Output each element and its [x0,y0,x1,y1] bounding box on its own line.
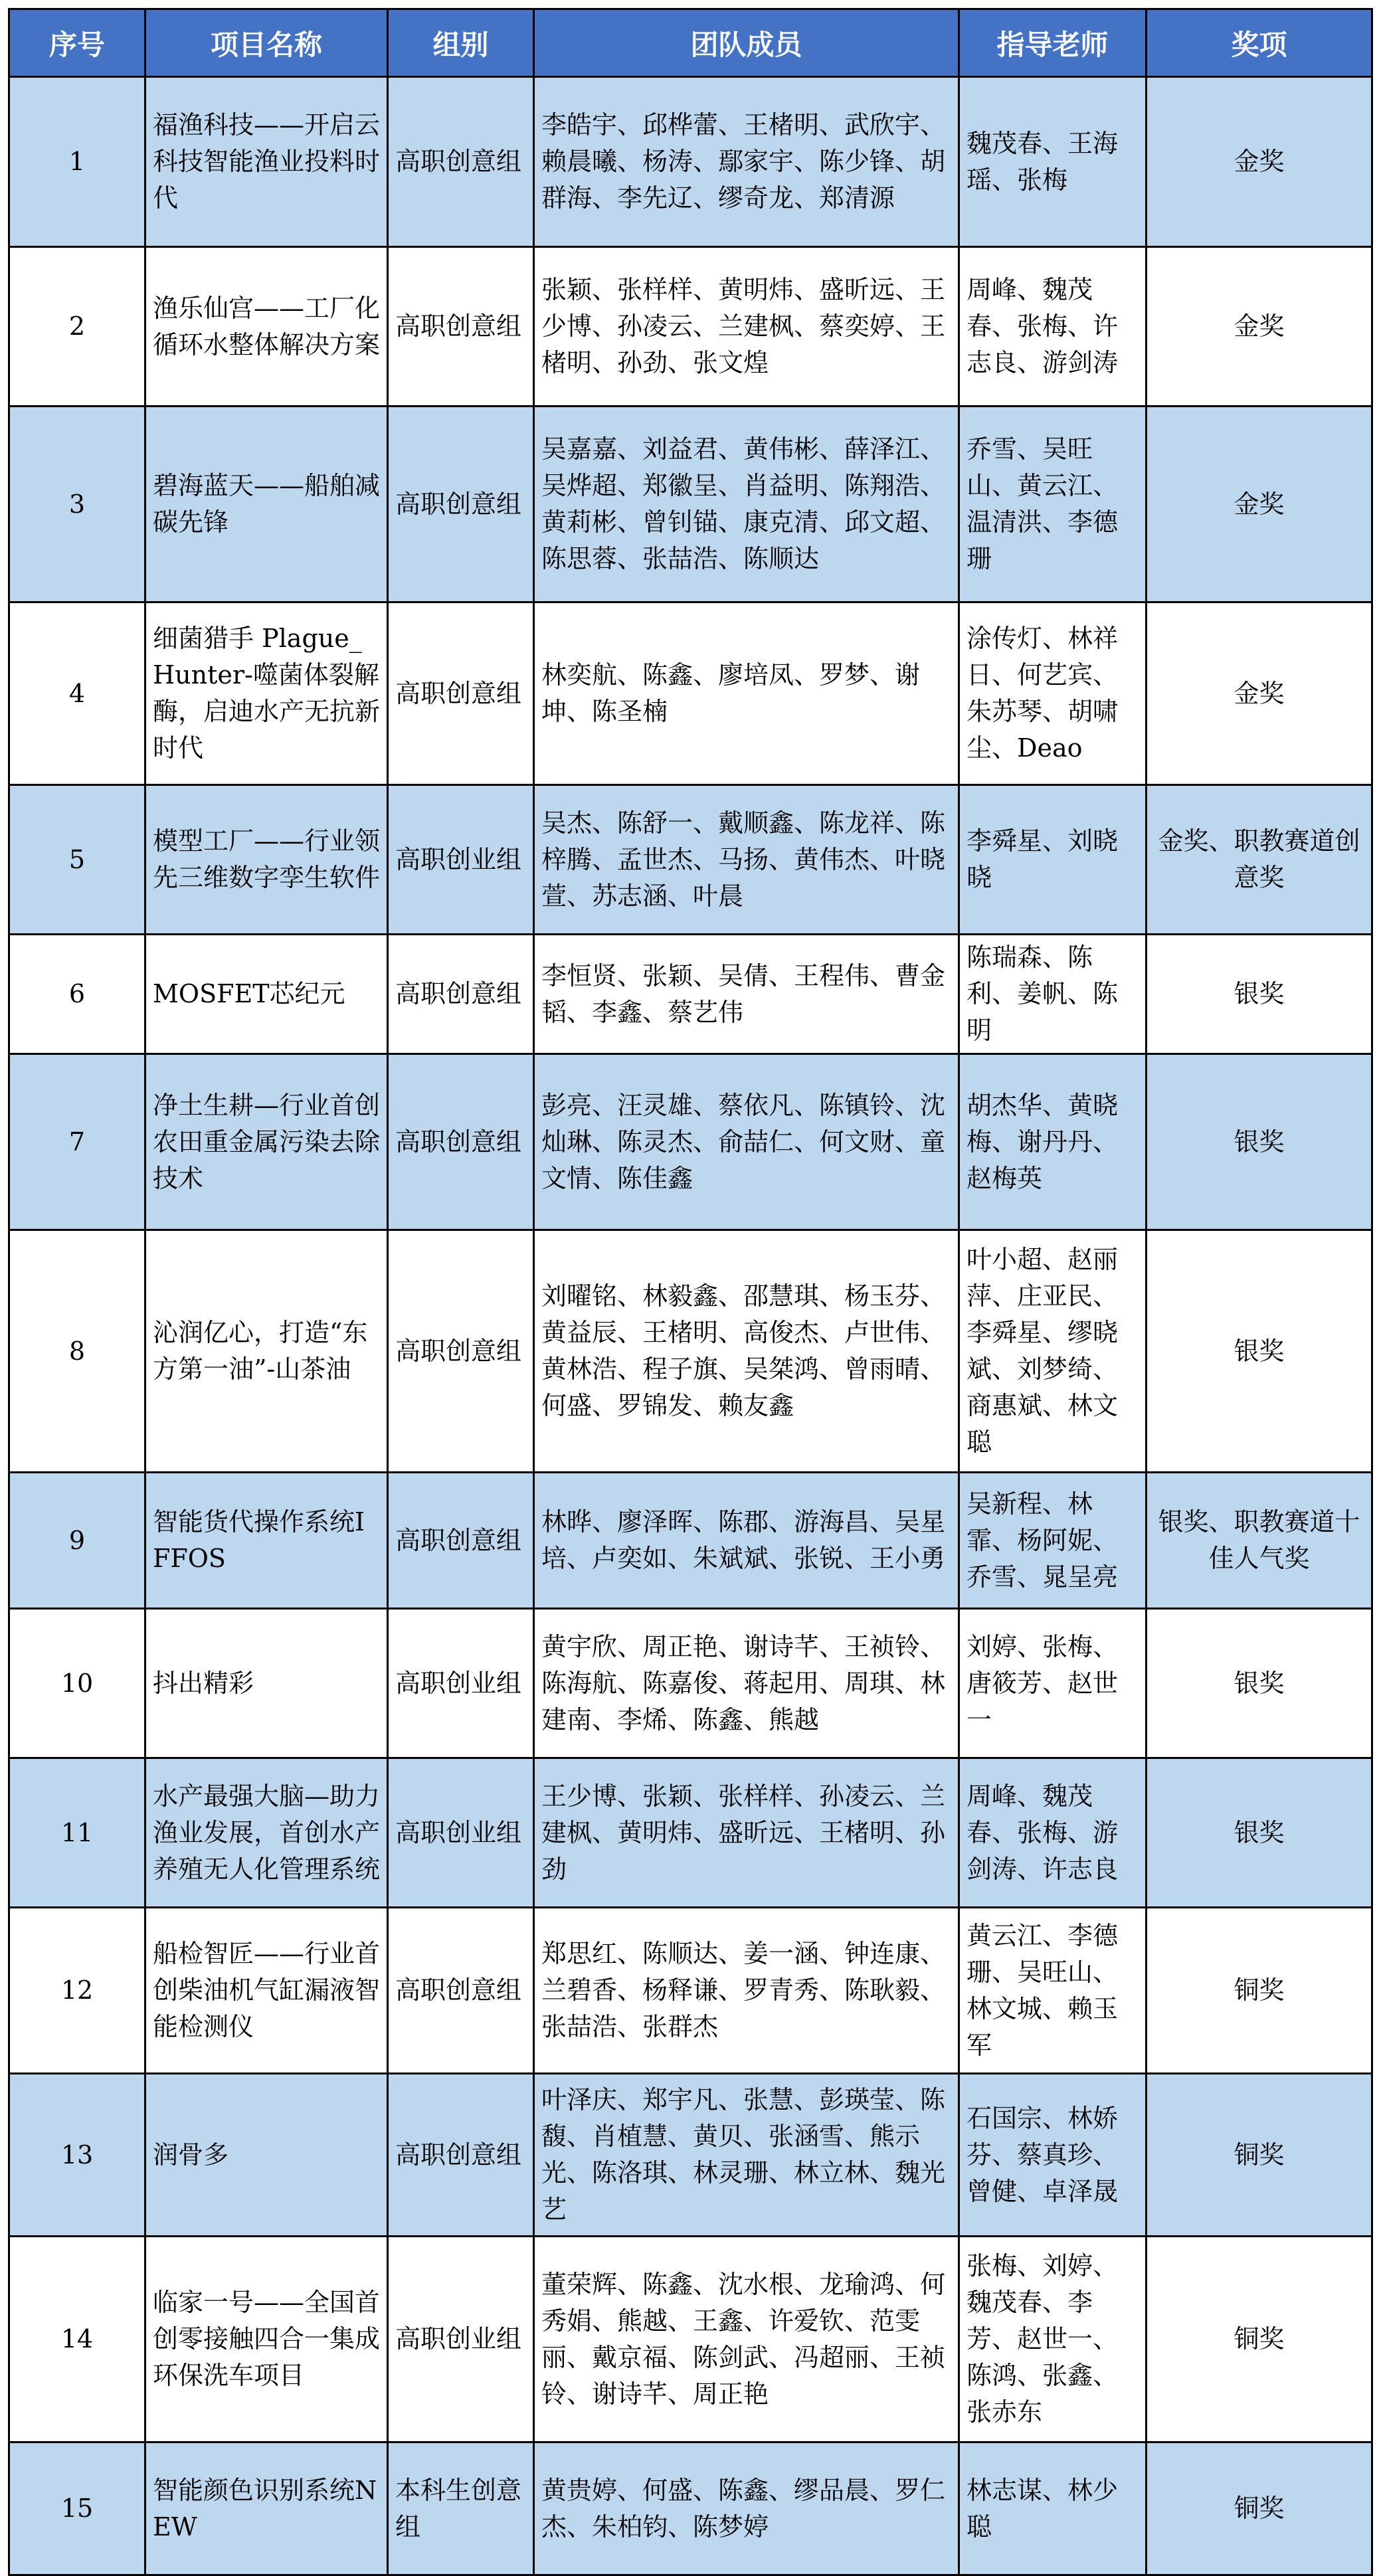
table-row [9,1908,1372,2074]
cell-award: 银奖 [1147,1230,1372,1473]
cell-group: 高职创业组 [388,1758,534,1908]
cell-advisors: 乔雪、吴旺山、黄云江、温清洪、李德珊 [959,407,1147,602]
cell-members: 李皓宇、邱桦蕾、王楮明、武欣宇、赖晨曦、杨涛、鄢家宇、陈少锋、胡群海、李先辽、缪奇龙、郑清源 [534,77,959,247]
cell-no: 14 [9,2237,145,2442]
cell-project: 水产最强大脑—助力渔业发展，首创水产养殖无人化管理系统 [145,1758,388,1908]
cell-group: 本科生创意组 [388,2442,534,2575]
cell-members: 叶泽庆、郑宇凡、张慧、彭瑛莹、陈馥、肖植慧、黄贝、张涵雪、熊示光、陈洛琪、林灵珊、林立林、魏光艺 [534,2074,959,2237]
table-row [9,77,1372,247]
cell-project: 船检智匠——行业首创柴油机气缸漏液智能检测仪 [145,1908,388,2074]
table-row [9,1609,1372,1758]
cell-award: 金奖 [1147,77,1372,247]
cell-members: 黄贵婷、何盛、陈鑫、缪品晨、罗仁杰、朱柏钧、陈梦婷 [534,2442,959,2575]
header-award: 奖项 [1147,9,1372,77]
cell-group: 高职创意组 [388,1054,534,1230]
cell-members: 董荣辉、陈鑫、沈水根、龙瑜鸿、何秀娟、熊越、王鑫、许爱钦、范雯丽、戴京福、陈剑武、冯超丽、王祯铃、谢诗芊、周正艳 [534,2237,959,2442]
cell-project: MOSFET芯纪元 [145,935,388,1054]
cell-advisors: 涂传灯、林祥日、何艺宾、朱苏琴、胡啸尘、Deao [959,602,1147,785]
cell-group: 高职创意组 [388,2074,534,2237]
cell-members: 刘曜铭、林毅鑫、邵慧琪、杨玉芬、黄益辰、王楮明、高俊杰、卢世伟、黄林浩、程子旗、吴桀鸿、曾雨晴、何盛、罗锦发、赖友鑫 [534,1230,959,1473]
cell-advisors: 胡杰华、黄晓梅、谢丹丹、赵梅英 [959,1054,1147,1230]
cell-award: 铜奖 [1147,2442,1372,2575]
cell-no: 12 [9,1908,145,2074]
cell-project: 抖出精彩 [145,1609,388,1758]
cell-advisors: 李舜星、刘晓晓 [959,785,1147,935]
table-row [9,407,1372,602]
cell-no: 5 [9,785,145,935]
cell-no: 7 [9,1054,145,1230]
table-row [9,1758,1372,1908]
cell-members: 吴嘉嘉、刘益君、黄伟彬、薛泽江、吴烨超、郑徽呈、肖益明、陈翔浩、黄莉彬、曾钊锚、康克清、邱文超、陈思蓉、张喆浩、陈顺达 [534,407,959,602]
cell-members: 吴杰、陈舒一、戴顺鑫、陈龙祥、陈梓腾、孟世杰、马扬、黄伟杰、叶晓萱、苏志涵、叶晨 [534,785,959,935]
cell-project: 渔乐仙宫——工厂化循环水整体解决方案 [145,247,388,407]
cell-advisors: 周峰、魏茂春、张梅、游剑涛、许志良 [959,1758,1147,1908]
table-row [9,247,1372,407]
cell-members: 黄宇欣、周正艳、谢诗芊、王祯铃、陈海航、陈嘉俊、蒋起用、周琪、林建南、李烯、陈鑫、熊越 [534,1609,959,1758]
cell-award: 银奖 [1147,1609,1372,1758]
table-row [9,2442,1372,2575]
cell-no: 8 [9,1230,145,1473]
cell-group: 高职创意组 [388,1908,534,2074]
header-members: 团队成员 [534,9,959,77]
cell-no: 1 [9,77,145,247]
cell-project: 智能颜色识别系统NEW [145,2442,388,2575]
table-row [9,1230,1372,1473]
table-row [9,785,1372,935]
cell-project: 模型工厂——行业领先三维数字孪生软件 [145,785,388,935]
cell-award: 银奖 [1147,935,1372,1054]
cell-members: 林奕航、陈鑫、廖培凤、罗梦、谢坤、陈圣楠 [534,602,959,785]
cell-project: 智能货代操作系统IFFOS [145,1473,388,1609]
table-row [9,2074,1372,2237]
cell-award: 金奖、职教赛道创意奖 [1147,785,1372,935]
cell-group: 高职创意组 [388,1473,534,1609]
cell-no: 10 [9,1609,145,1758]
cell-members: 王少博、张颖、张样样、孙凌云、兰建枫、黄明炜、盛昕远、王楮明、孙劲 [534,1758,959,1908]
cell-no: 11 [9,1758,145,1908]
cell-group: 高职创意组 [388,602,534,785]
cell-advisors: 周峰、魏茂春、张梅、许志良、游剑涛 [959,247,1147,407]
table-row [9,1054,1372,1230]
table-row [9,935,1372,1054]
cell-award: 银奖 [1147,1054,1372,1230]
cell-advisors: 黄云江、李德珊、吴旺山、林文城、赖玉军 [959,1908,1147,2074]
cell-no: 15 [9,2442,145,2575]
cell-members: 张颖、张样样、黄明炜、盛昕远、王少博、孙凌云、兰建枫、蔡奕婷、王楮明、孙劲、张文煌 [534,247,959,407]
header-project: 项目名称 [145,9,388,77]
header-no: 序号 [9,9,145,77]
cell-award: 银奖、职教赛道十佳人气奖 [1147,1473,1372,1609]
cell-members: 彭亮、汪灵雄、蔡依凡、陈镇铃、沈灿琳、陈灵杰、俞喆仁、何文财、童文情、陈佳鑫 [534,1054,959,1230]
cell-advisors: 陈瑞森、陈利、姜帆、陈明 [959,935,1147,1054]
cell-advisors: 石国宗、林娇芬、蔡真珍、曾健、卓泽晟 [959,2074,1147,2237]
cell-project: 润骨多 [145,2074,388,2237]
award-table [8,8,1373,2576]
cell-no: 13 [9,2074,145,2237]
cell-award: 银奖 [1147,1758,1372,1908]
cell-advisors: 刘婷、张梅、唐筱芳、赵世一 [959,1609,1147,1758]
header-row [9,9,1372,77]
cell-no: 3 [9,407,145,602]
cell-project: 净土生耕—行业首创农田重金属污染去除技术 [145,1054,388,1230]
cell-no: 9 [9,1473,145,1609]
cell-advisors: 叶小超、赵丽萍、庄亚民、李舜星、缪晓斌、刘梦绮、商惠斌、林文聪 [959,1230,1147,1473]
cell-group: 高职创业组 [388,2237,534,2442]
cell-advisors: 吴新程、林霏、杨阿妮、乔雪、晁呈亮 [959,1473,1147,1609]
table-row [9,1473,1372,1609]
cell-project: 细菌猎手 Plague_Hunter-噬菌体裂解酶，启迪水产无抗新时代 [145,602,388,785]
cell-no: 2 [9,247,145,407]
cell-project: 临家一号——全国首创零接触四合一集成环保洗车项目 [145,2237,388,2442]
cell-award: 铜奖 [1147,2074,1372,2237]
table-row [9,602,1372,785]
cell-no: 6 [9,935,145,1054]
cell-advisors: 张梅、刘婷、魏茂春、李芳、赵世一、陈鸿、张鑫、张赤东 [959,2237,1147,2442]
cell-group: 高职创业组 [388,785,534,935]
cell-members: 郑思红、陈顺达、姜一涵、钟连康、兰碧香、杨释谦、罗青秀、陈耿毅、张喆浩、张群杰 [534,1908,959,2074]
cell-group: 高职创意组 [388,1230,534,1473]
cell-project: 碧海蓝天——船舶减碳先锋 [145,407,388,602]
cell-group: 高职创意组 [388,247,534,407]
cell-award: 金奖 [1147,602,1372,785]
header-advisors: 指导老师 [959,9,1147,77]
cell-group: 高职创意组 [388,407,534,602]
cell-members: 李恒贤、张颖、吴倩、王程伟、曹金韬、李鑫、蔡艺伟 [534,935,959,1054]
cell-award: 铜奖 [1147,2237,1372,2442]
cell-project: 沁润亿心，打造“东方第一油”-山茶油 [145,1230,388,1473]
header-group: 组别 [388,9,534,77]
cell-award: 铜奖 [1147,1908,1372,2074]
cell-advisors: 魏茂春、王海瑶、张梅 [959,77,1147,247]
cell-advisors: 林志谋、林少聪 [959,2442,1147,2575]
cell-no: 4 [9,602,145,785]
cell-group: 高职创意组 [388,935,534,1054]
cell-award: 金奖 [1147,247,1372,407]
cell-award: 金奖 [1147,407,1372,602]
table-row [9,2237,1372,2442]
cell-project: 福渔科技——开启云科技智能渔业投料时代 [145,77,388,247]
cell-members: 林晔、廖泽晖、陈郡、游海昌、吴星培、卢奕如、朱斌斌、张锐、王小勇 [534,1473,959,1609]
cell-group: 高职创意组 [388,77,534,247]
cell-group: 高职创业组 [388,1609,534,1758]
